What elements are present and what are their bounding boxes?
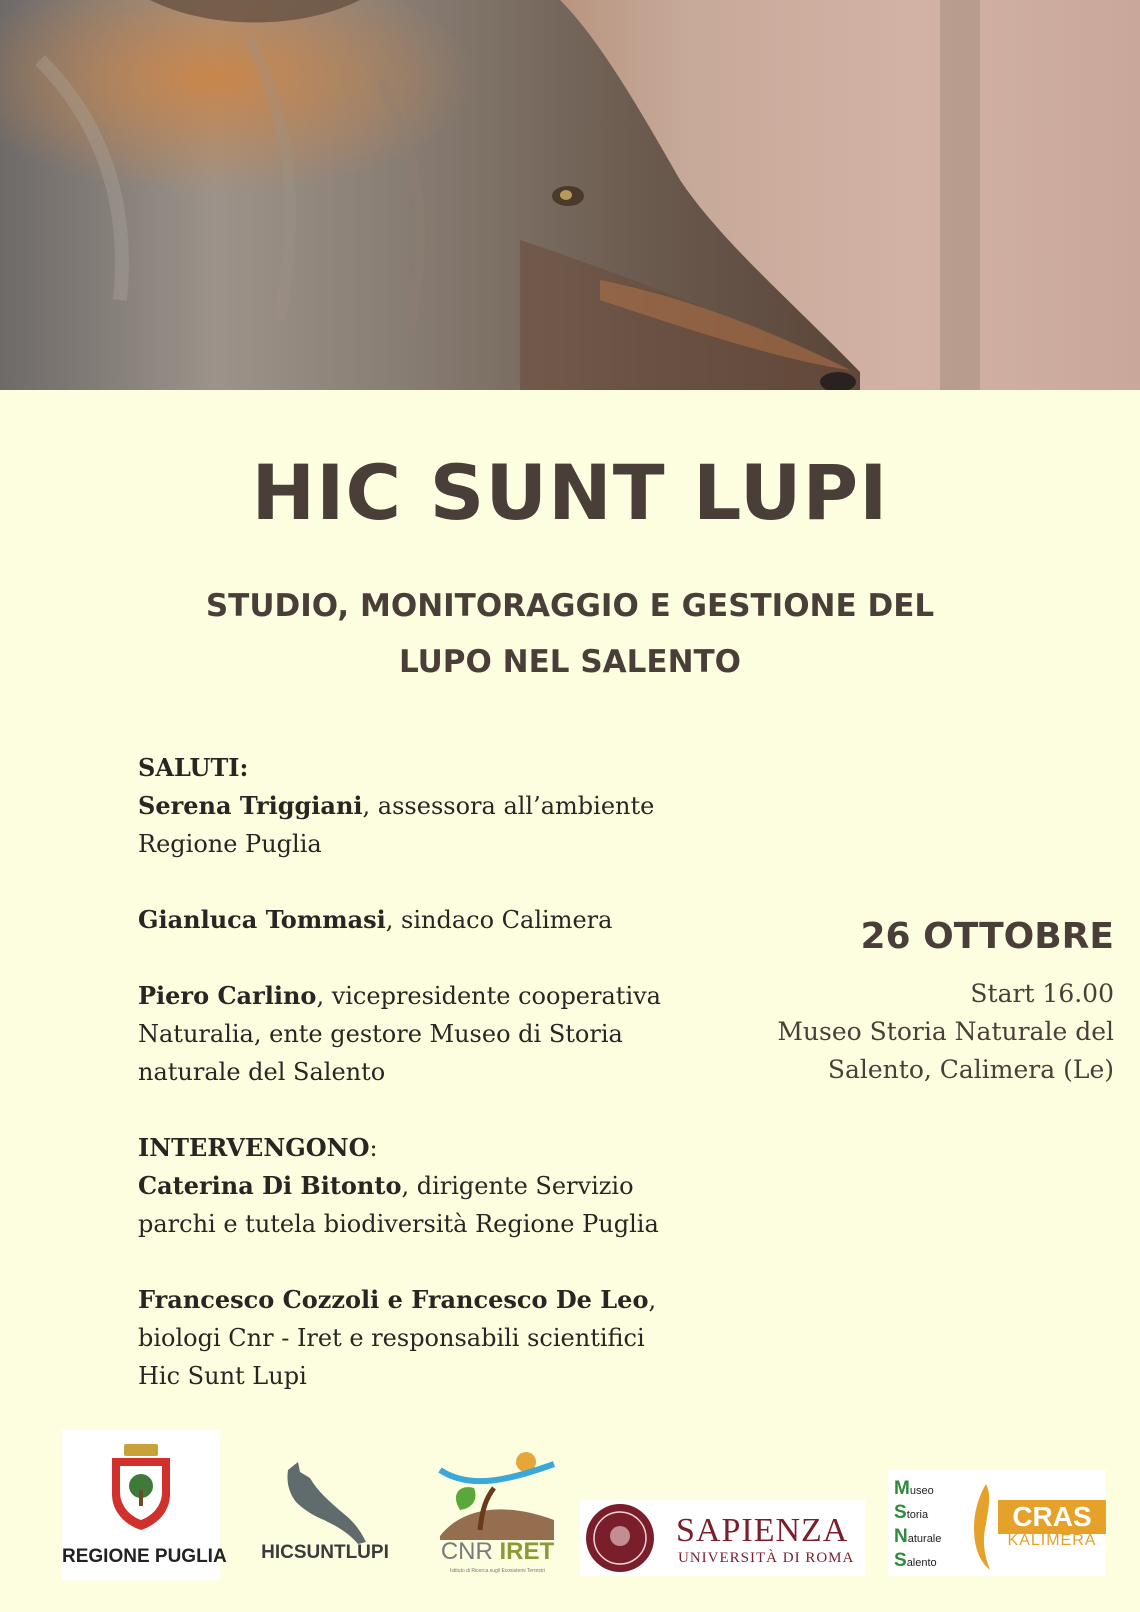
subtitle-line-1: STUDIO, MONITORAGGIO E GESTIONE DEL: [205, 588, 935, 624]
cnr-iret-logo: [430, 1450, 565, 1580]
msns-line-3: Naturale: [894, 1526, 942, 1547]
cnr-iret-label: [430, 1538, 565, 1566]
bird-icon: [960, 1474, 1000, 1574]
cras-label: CRAS: [998, 1500, 1106, 1534]
speaker-1-role-2: Regione Puglia: [138, 830, 322, 858]
speaker-3-role-2: Naturalia, ente gestore Museo di Storia: [138, 1020, 623, 1048]
sapienza-logo: [580, 1500, 865, 1576]
regione-puglia-crest-icon: [62, 1430, 220, 1540]
speaker-5-role-3: Hic Sunt Lupi: [138, 1362, 307, 1390]
event-venue-1: Museo Storia Naturale del: [777, 1017, 1114, 1046]
speaker-1-role: , assessora all’ambiente: [362, 792, 655, 820]
msns-line-1: Museo: [894, 1478, 934, 1499]
speaker-2: [138, 901, 738, 939]
speaker-3-role-3: naturale del Salento: [138, 1058, 386, 1086]
msns-list: [894, 1478, 941, 1574]
intervengono-block: [138, 1129, 738, 1243]
wolf-illustration: [0, 0, 1140, 390]
speaker-1: [138, 787, 738, 825]
speaker-4: [138, 1167, 738, 1205]
speaker-1-name: Serena Triggiani: [138, 791, 363, 820]
speaker-5: [138, 1281, 738, 1319]
msns-line-4: Salento: [894, 1550, 937, 1571]
sapienza-sub: UNIVERSITÀ DI ROMA: [678, 1550, 855, 1566]
subtitle-line-2: LUPO NEL SALENTO: [398, 644, 742, 680]
speaker-3-block: [138, 977, 738, 1091]
msns-line-2: Storia: [894, 1502, 929, 1523]
poster-title: HIC SUNT LUPI: [251, 448, 889, 537]
intervengono-colon: :: [369, 1134, 378, 1162]
hero-wolf-photo: [0, 0, 1140, 390]
event-start: Start 16.00: [970, 979, 1114, 1008]
speaker-3-name: Piero Carlino: [138, 981, 317, 1010]
regione-puglia-label: REGIONE PUGLIA: [62, 1546, 227, 1567]
event-date: 26 OTTOBRE: [860, 916, 1114, 957]
programme: [138, 749, 738, 1433]
regione-puglia-logo: [62, 1430, 227, 1580]
cras-sub: KALIMERA: [1007, 1532, 1097, 1549]
speaker-4-name: Caterina Di Bitonto: [138, 1171, 402, 1200]
speaker-2-role: , sindaco Calimera: [385, 906, 613, 934]
hic-sunt-lupi-logo: [240, 1458, 410, 1578]
speaker-4-role: , dirigente Servizio: [401, 1172, 634, 1200]
speaker-5-name: Francesco Cozzoli e Francesco De Leo: [138, 1285, 649, 1314]
sapienza-seal-icon: [580, 1500, 660, 1576]
hic-sunt-lupi-label: HICSUNTLUPI: [261, 1542, 389, 1563]
poster-subtitle: [100, 578, 1040, 690]
cnr-iret-small: Istituto di Ricerca sugli Ecosistemi Terrestri: [450, 1568, 545, 1574]
speaker-3-role: , vicepresidente cooperativa: [316, 982, 661, 1010]
speaker-4-role-2: parchi e tutela biodiversità Regione Puglia: [138, 1210, 659, 1238]
intervengono-heading-line: [138, 1129, 738, 1167]
speaker-2-name: Gianluca Tommasi: [138, 905, 386, 934]
event-info: [714, 916, 1114, 1089]
msns-cras-logo: [888, 1470, 1106, 1576]
speaker-3: [138, 977, 738, 1015]
speaker-5-block: [138, 1281, 738, 1395]
speaker-2-block: [138, 901, 738, 939]
cnr-iret-tree-icon: [430, 1450, 565, 1540]
cnr-prefix: CNR: [440, 1538, 493, 1565]
sapienza-name: SAPIENZA: [676, 1512, 849, 1549]
salento-wolf-icon: [240, 1458, 410, 1548]
speaker-5-role: ,: [648, 1286, 657, 1314]
speaker-5-role-2: biologi Cnr - Iret e responsabili scientifici: [138, 1324, 645, 1352]
event-venue-2: Salento, Calimera (Le): [827, 1055, 1114, 1084]
saluti-heading: SALUTI:: [138, 753, 249, 782]
intervengono-heading: INTERVENGONO: [138, 1133, 370, 1162]
cnr-name: IRET: [499, 1538, 555, 1565]
saluti-block: [138, 749, 738, 863]
